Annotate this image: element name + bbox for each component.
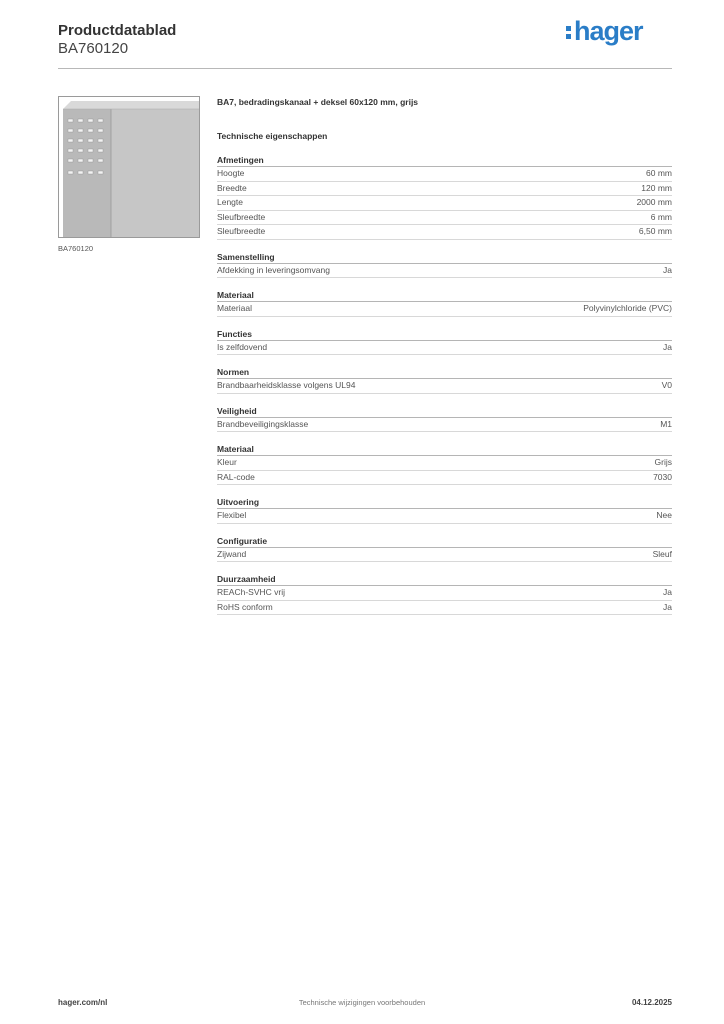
section-uitvoering xyxy=(217,496,672,524)
section-configuratie xyxy=(217,535,672,563)
spec-label: Afdekking in leveringsomvang xyxy=(217,264,330,275)
spec-label: Lengte xyxy=(217,197,243,207)
spec-label: Sleufbreedte xyxy=(217,226,266,236)
spec-label: Breedte xyxy=(217,182,247,193)
spec-value: 120 mm xyxy=(641,182,672,193)
section-title: Materiaal xyxy=(217,443,672,456)
product-description: BA7, bedradingskanaal + deksel 60x120 mm, grijs xyxy=(217,97,419,107)
spec-row xyxy=(217,379,672,394)
spec-row xyxy=(217,456,672,471)
spec-content xyxy=(217,96,672,615)
cable-duct-image xyxy=(59,97,199,237)
spec-value: Ja xyxy=(663,601,672,612)
section-functies xyxy=(217,328,672,356)
document-title: Productdatablad xyxy=(58,22,177,39)
spec-row xyxy=(217,182,672,197)
section-title: Configuratie xyxy=(217,535,672,548)
footer-disclaimer: Technische wijzigingen voorbehouden xyxy=(298,998,426,1007)
spec-value: 6,50 mm xyxy=(638,226,672,236)
spec-value: V0 xyxy=(661,380,672,390)
logo-dots-icon xyxy=(566,26,571,39)
spec-label: Kleur xyxy=(217,457,237,467)
section-title: Duurzaamheid xyxy=(217,573,672,586)
spec-label: Flexibel xyxy=(217,510,247,520)
spec-value: Sleuf xyxy=(652,548,672,559)
section-title: Samenstelling xyxy=(217,251,672,264)
spec-value: 7030 xyxy=(653,471,672,482)
spec-row xyxy=(217,548,672,563)
spec-value: Polyvinylchloride (PVC) xyxy=(583,303,672,313)
product-code: BA760120 xyxy=(58,40,129,57)
section-afmetingen xyxy=(217,154,672,240)
image-caption: BA760120 xyxy=(58,244,94,253)
hager-logo xyxy=(566,16,643,46)
spec-row xyxy=(217,302,672,317)
spec-row xyxy=(217,264,672,279)
spec-row xyxy=(217,341,672,356)
section-samenstelling xyxy=(217,251,672,279)
spec-label: Is zelfdovend xyxy=(217,341,268,352)
spec-row xyxy=(217,225,672,240)
product-image xyxy=(58,96,200,238)
spec-row xyxy=(217,471,672,486)
spec-label: Brandbaarheidsklasse volgens UL94 xyxy=(217,380,356,390)
spec-label: RoHS conform xyxy=(217,601,273,612)
spec-label: REACh-SVHC vrij xyxy=(217,587,286,597)
section-normen xyxy=(217,366,672,394)
spec-value: Ja xyxy=(663,587,672,597)
spec-value: Grijs xyxy=(654,457,672,467)
spec-row xyxy=(217,196,672,211)
spec-label: RAL-code xyxy=(217,471,255,482)
spec-row xyxy=(217,509,672,524)
spec-row xyxy=(217,167,672,182)
section-duurzaamheid xyxy=(217,573,672,615)
section-veiligheid xyxy=(217,405,672,433)
footer-date: 04.12.2025 xyxy=(631,998,672,1007)
spec-row xyxy=(217,211,672,226)
section-title: Normen xyxy=(217,366,672,379)
spec-value: Ja xyxy=(663,264,672,275)
section-materiaal-kleur xyxy=(217,443,672,485)
spec-row xyxy=(217,586,672,601)
section-title: Uitvoering xyxy=(217,496,672,509)
header-divider xyxy=(58,68,672,69)
spec-label: Sleufbreedte xyxy=(217,211,266,222)
spec-label: Materiaal xyxy=(217,303,252,313)
spec-value: M1 xyxy=(660,418,672,429)
spec-label: Hoogte xyxy=(217,168,245,178)
logo-wordmark: hager xyxy=(574,16,643,46)
spec-label: Brandbeveiligingsklasse xyxy=(217,418,309,429)
section-title: Materiaal xyxy=(217,289,672,302)
spec-value: Ja xyxy=(663,341,672,352)
spec-value: 2000 mm xyxy=(636,197,672,207)
spec-label: Zijwand xyxy=(217,548,247,559)
section-title: Veiligheid xyxy=(217,405,672,418)
spec-heading: Technische eigenschappen xyxy=(217,131,328,141)
spec-row xyxy=(217,418,672,433)
spec-value: 6 mm xyxy=(650,211,672,222)
section-title: Afmetingen xyxy=(217,154,672,167)
spec-value: 60 mm xyxy=(646,168,672,178)
footer-website-link[interactable]: hager.com/nl xyxy=(58,998,108,1007)
section-materiaal xyxy=(217,289,672,317)
spec-value: Nee xyxy=(656,510,672,520)
spec-row xyxy=(217,601,672,616)
section-title: Functies xyxy=(217,328,672,341)
